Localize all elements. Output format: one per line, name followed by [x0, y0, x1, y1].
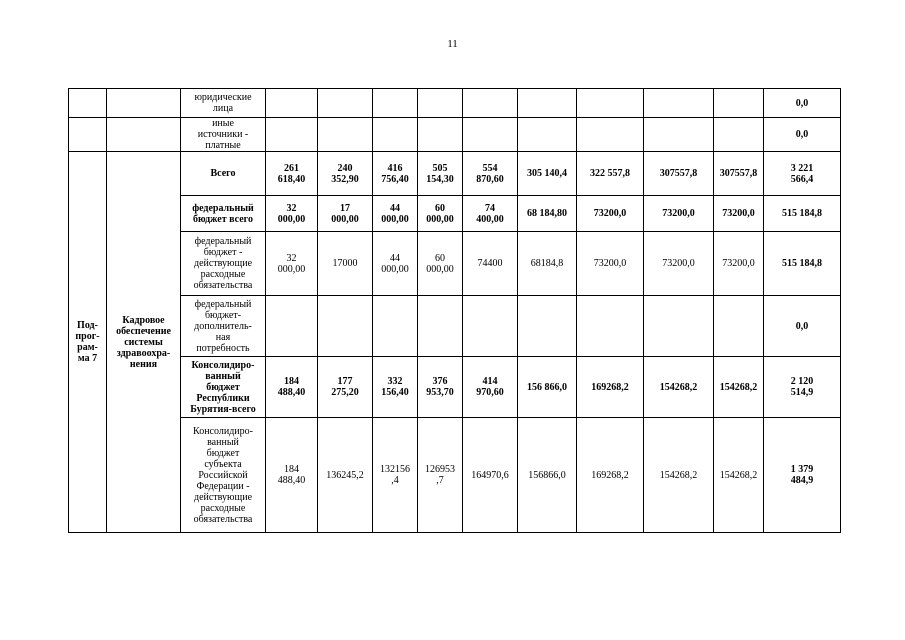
value-cell: 177 275,20 [318, 357, 373, 418]
total-cell: 1 379 484,9 [764, 418, 841, 533]
funding-source-cell: иные источники - платные [181, 118, 266, 152]
value-cell: 68184,8 [518, 232, 577, 296]
table-row [69, 296, 841, 357]
value-cell [518, 296, 577, 357]
value-cell: 44 000,00 [373, 232, 418, 296]
value-cell: 332 156,40 [373, 357, 418, 418]
value-cell [644, 296, 714, 357]
funding-source-cell: Консолидиро- ванный бюджет субъекта Российской Федерации - действующие расходные обязательства [181, 418, 266, 533]
name-cell-empty [107, 118, 181, 152]
value-cell: 184 488,40 [266, 418, 318, 533]
value-cell: 505 154,30 [418, 152, 463, 196]
value-cell: 73200,0 [644, 196, 714, 232]
value-cell [644, 118, 714, 152]
value-cell: 74400 [463, 232, 518, 296]
value-cell [714, 118, 764, 152]
total-cell: 515 184,8 [764, 232, 841, 296]
value-cell: 154268,2 [644, 357, 714, 418]
value-cell: 414 970,60 [463, 357, 518, 418]
value-cell [577, 89, 644, 118]
value-cell [266, 296, 318, 357]
funding-source-cell: федеральный бюджет всего [181, 196, 266, 232]
value-cell: 68 184,80 [518, 196, 577, 232]
page-number: 11 [447, 38, 458, 50]
budget-table [68, 88, 841, 533]
value-cell [373, 296, 418, 357]
total-cell: 515 184,8 [764, 196, 841, 232]
value-cell: 132156 ,4 [373, 418, 418, 533]
funding-source-cell: Консолидиро- ванный бюджет Республики Бурятия-всего [181, 357, 266, 418]
value-cell [577, 296, 644, 357]
value-cell: 322 557,8 [577, 152, 644, 196]
value-cell [518, 118, 577, 152]
value-cell [418, 89, 463, 118]
value-cell [463, 89, 518, 118]
value-cell: 60 000,00 [418, 232, 463, 296]
value-cell [318, 296, 373, 357]
value-cell [266, 89, 318, 118]
value-cell: 261 618,40 [266, 152, 318, 196]
value-cell: 136245,2 [318, 418, 373, 533]
value-cell [318, 89, 373, 118]
value-cell: 240 352,90 [318, 152, 373, 196]
value-cell [418, 118, 463, 152]
value-cell: 74 400,00 [463, 196, 518, 232]
label-cell-empty [69, 89, 107, 118]
total-cell: 2 120 514,9 [764, 357, 841, 418]
value-cell: 554 870,60 [463, 152, 518, 196]
value-cell [714, 296, 764, 357]
value-cell: 154268,2 [714, 357, 764, 418]
subprogram-label: Под- прог- рам- ма 7 [69, 152, 107, 533]
table-row [69, 118, 841, 152]
table-row [69, 89, 841, 118]
value-cell [463, 118, 518, 152]
total-cell: 0,0 [764, 118, 841, 152]
value-cell [318, 118, 373, 152]
value-cell: 305 140,4 [518, 152, 577, 196]
value-cell: 60 000,00 [418, 196, 463, 232]
value-cell: 154268,2 [714, 418, 764, 533]
value-cell [577, 118, 644, 152]
value-cell [266, 118, 318, 152]
value-cell: 73200,0 [644, 232, 714, 296]
value-cell [644, 89, 714, 118]
value-cell [373, 118, 418, 152]
funding-source-cell: федеральный бюджет- дополнитель- ная потребность [181, 296, 266, 357]
total-cell: 0,0 [764, 296, 841, 357]
value-cell: 184 488,40 [266, 357, 318, 418]
value-cell: 154268,2 [644, 418, 714, 533]
label-cell-empty [69, 118, 107, 152]
value-cell: 169268,2 [577, 418, 644, 533]
value-cell: 73200,0 [577, 232, 644, 296]
value-cell: 307557,8 [644, 152, 714, 196]
table-row [69, 418, 841, 533]
value-cell: 32 000,00 [266, 196, 318, 232]
value-cell: 156 866,0 [518, 357, 577, 418]
value-cell: 17000 [318, 232, 373, 296]
value-cell [463, 296, 518, 357]
value-cell: 32 000,00 [266, 232, 318, 296]
value-cell [373, 89, 418, 118]
table-row [69, 152, 841, 196]
funding-source-cell: федеральный бюджет - действующие расходные обязательства [181, 232, 266, 296]
value-cell [518, 89, 577, 118]
value-cell: 416 756,40 [373, 152, 418, 196]
funding-source-cell: юридические лица [181, 89, 266, 118]
value-cell [714, 89, 764, 118]
value-cell: 156866,0 [518, 418, 577, 533]
value-cell: 17 000,00 [318, 196, 373, 232]
value-cell [418, 296, 463, 357]
name-cell-empty [107, 89, 181, 118]
value-cell: 169268,2 [577, 357, 644, 418]
table-row [69, 196, 841, 232]
value-cell: 164970,6 [463, 418, 518, 533]
value-cell: 73200,0 [714, 232, 764, 296]
funding-source-cell: Всего [181, 152, 266, 196]
table-row [69, 232, 841, 296]
value-cell: 73200,0 [577, 196, 644, 232]
value-cell: 73200,0 [714, 196, 764, 232]
total-cell: 0,0 [764, 89, 841, 118]
total-cell: 3 221 566,4 [764, 152, 841, 196]
subprogram-name: Кадровое обеспечение системы здравоохра- нения [107, 152, 181, 533]
value-cell: 126953 ,7 [418, 418, 463, 533]
value-cell: 44 000,00 [373, 196, 418, 232]
table-row [69, 357, 841, 418]
value-cell: 307557,8 [714, 152, 764, 196]
value-cell: 376 953,70 [418, 357, 463, 418]
